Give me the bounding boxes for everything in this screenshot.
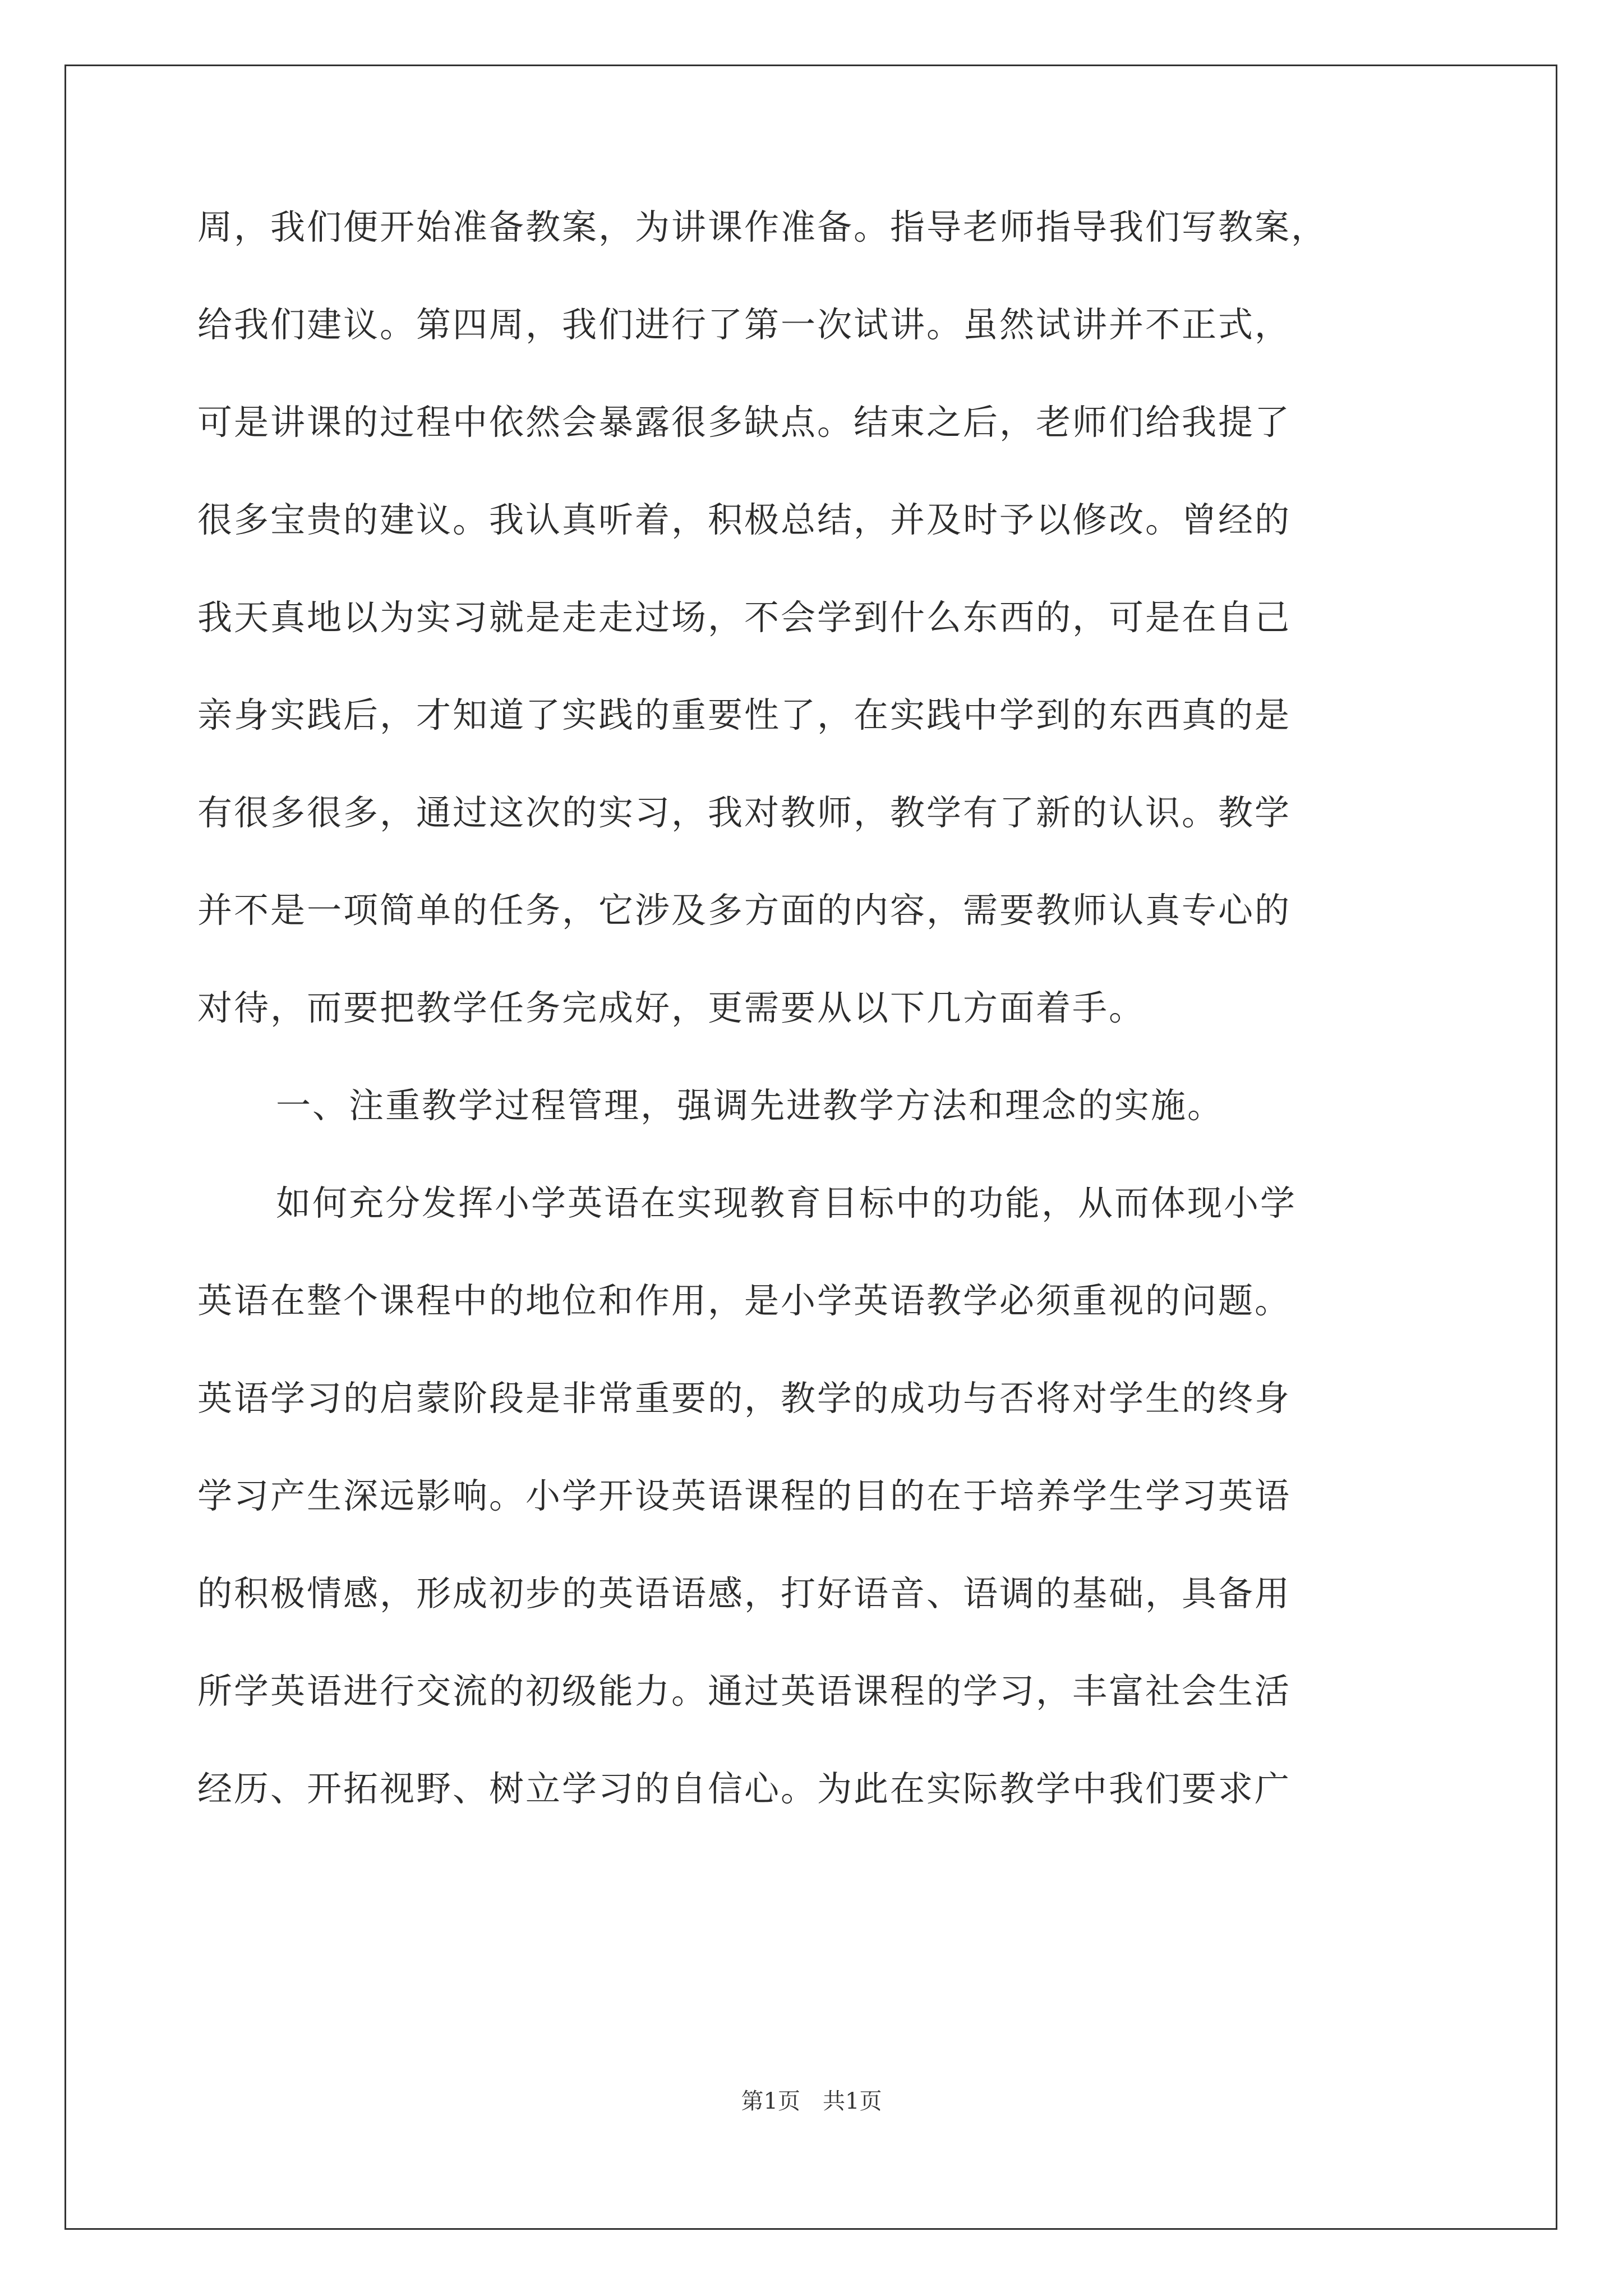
text-line-9: 对待，而要把教学任务完成好，更需要从以下几方面着手。 bbox=[197, 987, 1146, 1028]
text-line-5: 我天真地以为实习就是走走过场，不会学到什么东西的，可是在自己 bbox=[197, 597, 1292, 638]
text-line-17: 经历、开拓视野、树立学习的自信心。为此在实际教学中我们要求广 bbox=[197, 1768, 1292, 1809]
text-line-14: 学习产生深远影响。小学开设英语课程的目的在于培养学生学习英语 bbox=[197, 1475, 1292, 1516]
text-line-1: 周，我们便开始准备教案，为讲课作准备。指导老师指导我们写教案， bbox=[197, 206, 1328, 247]
text-line-6: 亲身实践后，才知道了实践的重要性了，在实践中学到的东西真的是 bbox=[197, 694, 1292, 735]
text-line-2: 给我们建议。第四周，我们进行了第一次试讲。虽然试讲并不正式， bbox=[197, 304, 1292, 345]
text-line-15: 的积极情感，形成初步的英语语感，打好语音、语调的基础，具备用 bbox=[197, 1573, 1292, 1614]
document-body bbox=[197, 178, 1427, 1838]
text-line-8: 并不是一项简单的任务，它涉及多方面的内容，需要教师认真专心的 bbox=[197, 890, 1292, 931]
section-heading: 一、注重教学过程管理，强调先进教学方法和理念的实施。 bbox=[276, 1085, 1224, 1126]
page-number-footer: 第1页 共1页 bbox=[741, 2088, 882, 2114]
text-line-16: 所学英语进行交流的初级能力。通过英语课程的学习，丰富社会生活 bbox=[197, 1671, 1292, 1711]
text-line-12: 英语在整个课程中的地位和作用，是小学英语教学必须重视的问题。 bbox=[197, 1280, 1292, 1321]
text-line-4: 很多宝贵的建议。我认真听着，积极总结，并及时予以修改。曾经的 bbox=[197, 499, 1292, 540]
text-line-11: 如何充分发挥小学英语在实现教育目标中的功能，从而体现小学 bbox=[276, 1182, 1297, 1223]
text-line-3: 可是讲课的过程中依然会暴露很多缺点。结束之后，老师们给我提了 bbox=[197, 402, 1292, 443]
text-line-13: 英语学习的启蒙阶段是非常重要的，教学的成功与否将对学生的终身 bbox=[197, 1378, 1292, 1419]
text-line-7: 有很多很多，通过这次的实习，我对教师，教学有了新的认识。教学 bbox=[197, 792, 1292, 833]
